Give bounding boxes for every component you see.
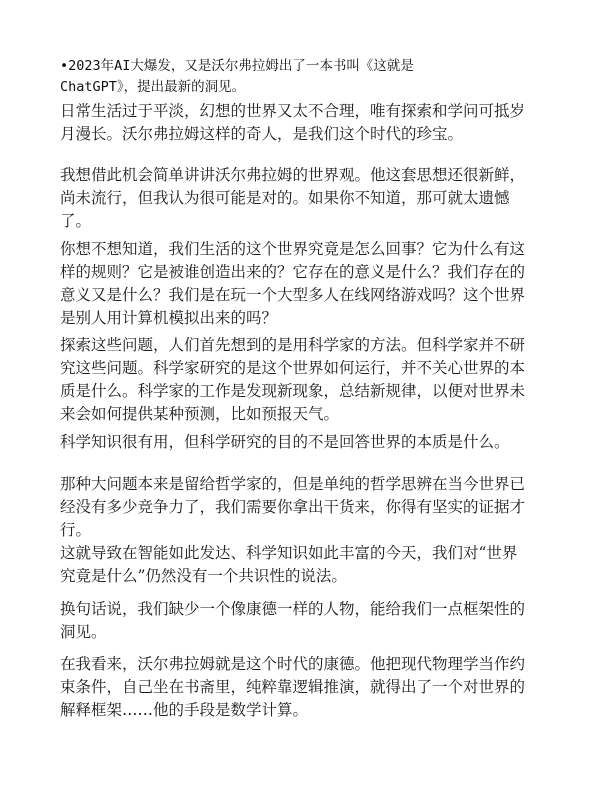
paragraph-line: 样的规则？它是被谁创造出来的？它存在的意义是什么？我们存在的 — [60, 263, 526, 281]
paragraph-line: 是别人用计算机模拟出来的吗？ — [60, 309, 278, 327]
paragraph-line: 这就导致在智能如此发达、科学知识如此丰富的今天，我们对“世界 — [60, 544, 518, 562]
intro-line: ChatGPT》，提出最新的洞见。 — [60, 79, 246, 95]
paragraph-line: 日常生活过于平淡，幻想的世界又太不合理，唯有探索和学问可抵岁 — [60, 102, 526, 120]
paragraph-line: 我想借此机会简单讲讲沃尔弗拉姆的世界观。他这套思想还很新鲜， — [60, 166, 526, 184]
paragraph — [60, 542, 517, 588]
paragraph-line: 尚未流行，但我认为很可能是对的。如果你不知道，那可就太遗憾 — [60, 189, 510, 207]
paragraph-line: 那种大问题本来是留给哲学家的，但是单纯的哲学思辨在当今世界已 — [60, 475, 526, 493]
paragraph-line: 质是什么。科学家的工作是发现新现象，总结新规律，以便对世界未 — [60, 382, 526, 400]
paragraph-line: 你想不想知道，我们生活的这个世界究竟是怎么回事？它为什么有这 — [60, 240, 526, 258]
paragraph-line: 束条件，自己坐在书斋里，纯粹靠逻辑推演，就得出了一个对世界的 — [60, 678, 526, 696]
paragraph-line: 经没有多少竞争力了，我们需要你拿出干货来，你得有坚实的证据才 — [60, 498, 526, 516]
paragraph-line: 究这些问题。科学家研究的是这个世界如何运行，并不关心世界的本 — [60, 359, 526, 377]
paragraph — [60, 431, 510, 454]
paragraph — [60, 238, 525, 330]
intro-line: •2023年AI大爆发，又是沃尔弗拉姆出了一本书叫《这就是 — [60, 58, 414, 74]
paragraph — [60, 653, 525, 722]
paragraph-line: 在我看来，沃尔弗拉姆就是这个时代的康德。他把现代物理学当作约 — [60, 655, 526, 673]
paragraph-line: 科学知识很有用，但科学研究的目的不是回答世界的本质是什么。 — [60, 433, 510, 451]
paragraph — [60, 164, 525, 233]
paragraph-line: 解释框架……他的手段是数学计算。 — [60, 701, 309, 719]
paragraph — [60, 598, 525, 644]
paragraph-line: 换句话说，我们缺少一个像康德一样的人物，能给我们一点框架性的 — [60, 600, 526, 618]
paragraph — [60, 334, 525, 426]
intro-bullet — [60, 56, 540, 98]
paragraph-line: 意义又是什么？我们是在玩一个大型多人在线网络游戏吗？这个世界 — [60, 286, 526, 304]
paragraph-line: 了。 — [60, 212, 92, 230]
paragraph — [60, 100, 525, 146]
paragraph-line: 月漫长。沃尔弗拉姆这样的奇人，是我们这个时代的珍宝。 — [60, 125, 464, 143]
paragraph-line: 来会如何提供某种预测，比如预报天气。 — [60, 405, 340, 423]
paragraph-line: 探索这些问题，人们首先想到的是用科学家的方法。但科学家并不研 — [60, 336, 526, 354]
paragraph — [60, 473, 525, 542]
paragraph-line: 洞见。 — [60, 623, 107, 641]
paragraph-line: 究竟是什么”仍然没有一个共识性的说法。 — [60, 567, 347, 585]
paragraph-line: 行。 — [60, 521, 92, 539]
